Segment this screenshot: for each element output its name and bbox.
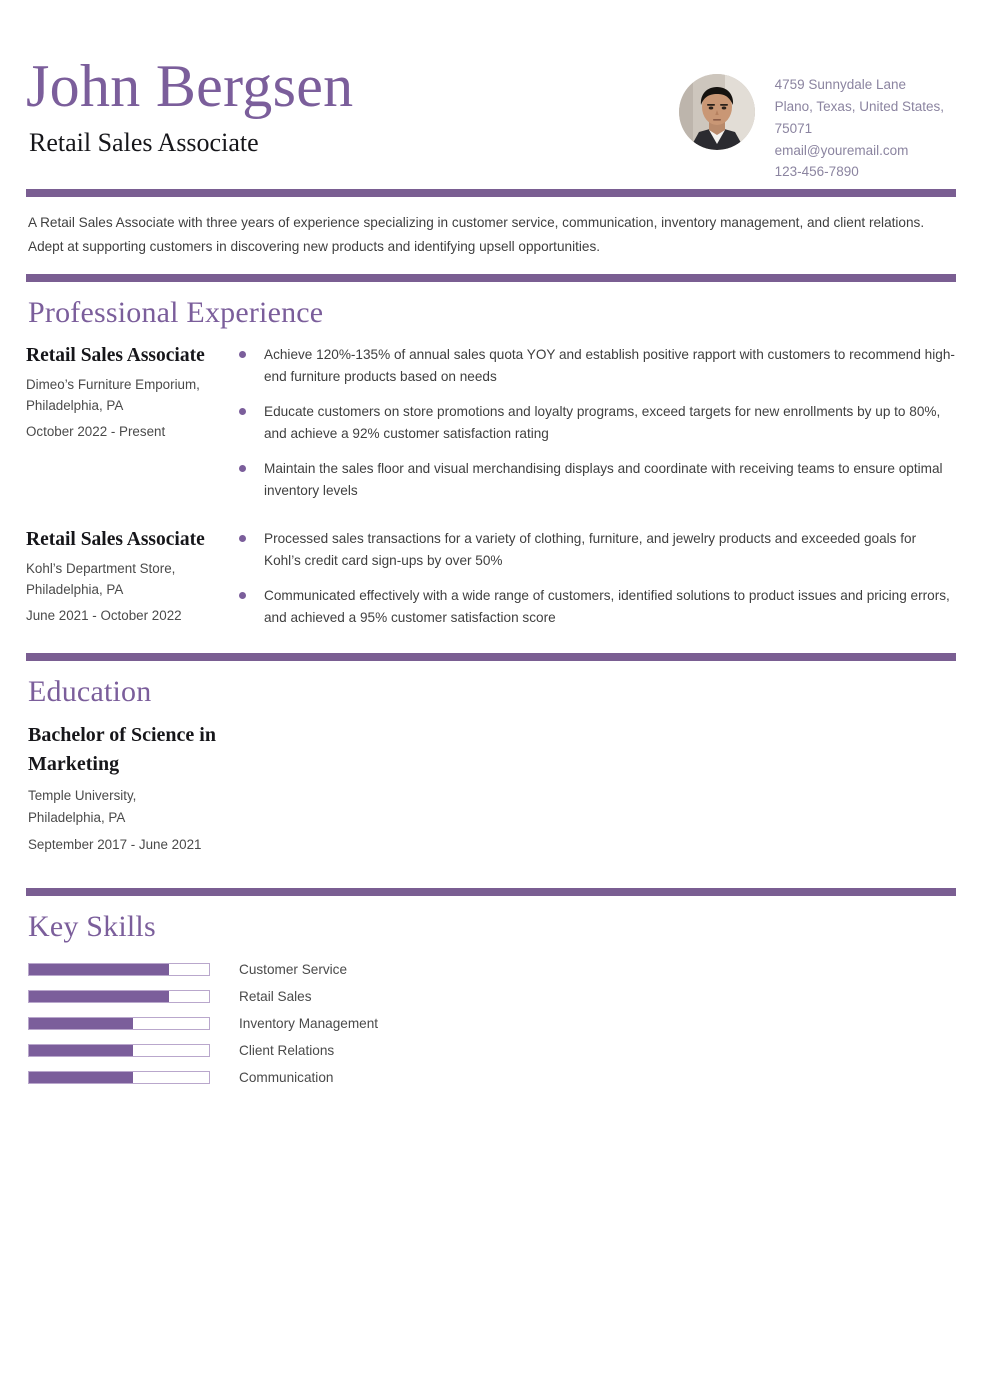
skill-row	[26, 1010, 956, 1037]
experience-entry	[26, 342, 956, 502]
full-name: John Bergsen	[26, 53, 354, 119]
skill-level-bar	[28, 1071, 210, 1084]
experience-location: Philadelphia, PA	[26, 398, 124, 414]
skill-label: Inventory Management	[239, 1015, 379, 1031]
divider-top	[26, 189, 956, 197]
experience-entry	[26, 526, 956, 629]
skill-level-bar	[28, 990, 210, 1003]
skill-level-bar	[28, 1017, 210, 1030]
education-dates: September 2017 - June 2021	[28, 837, 202, 853]
skills-list	[26, 956, 956, 1091]
skill-level-bar	[28, 963, 210, 976]
divider-education	[26, 888, 956, 896]
job-title: Retail Sales Associate	[29, 128, 259, 158]
experience-company: Dimeo’s Furniture Emporium,	[26, 376, 200, 392]
contact-email[interactable]: email@youremail.com	[774, 142, 909, 158]
education-school: Temple University,	[28, 788, 137, 804]
resume-header	[26, 0, 956, 189]
skill-label: Customer Service	[239, 961, 348, 977]
bullet-item	[232, 458, 956, 502]
header-identity	[26, 52, 353, 158]
avatar	[679, 74, 755, 150]
bullet-text: Maintain the sales floor and visual merchandising displays and coordinate with receiving teams to ensure optimal inventory levels	[264, 461, 943, 499]
skill-level-fill	[29, 1072, 133, 1083]
skill-row	[26, 956, 956, 983]
contact-phone[interactable]: 123-456-7890	[774, 164, 859, 180]
skill-level-bar	[28, 1044, 210, 1057]
experience-role: Retail Sales Associate	[26, 529, 205, 551]
skill-label: Client Relations	[239, 1042, 335, 1058]
section-heading-skills: Key Skills	[28, 909, 156, 943]
experience-bullet-list	[232, 344, 956, 502]
skill-row	[26, 1064, 956, 1091]
experience-entry-right	[232, 342, 956, 502]
section-heading-experience: Professional Experience	[28, 296, 324, 330]
skill-row	[26, 983, 956, 1010]
skill-row	[26, 1037, 956, 1064]
bullet-item	[232, 401, 956, 445]
experience-dates: October 2022 - Present	[26, 423, 166, 439]
bullet-dot-icon	[239, 465, 246, 472]
bullet-dot-icon	[239, 408, 246, 415]
bullet-item	[232, 344, 956, 388]
experience-dates: June 2021 - October 2022	[26, 607, 182, 623]
contact-address-line2: Plano, Texas, United States,	[774, 98, 944, 114]
experience-entry-left	[26, 526, 232, 626]
skill-label: Retail Sales	[239, 988, 312, 1004]
header-contact-area	[679, 52, 956, 183]
bullet-dot-icon	[239, 592, 246, 599]
contact-address-line3: 75071	[774, 120, 813, 136]
experience-role: Retail Sales Associate	[26, 345, 205, 367]
contact-block	[775, 74, 944, 183]
experience-entry-right	[232, 526, 956, 629]
contact-address-line1: 4759 Sunnydale Lane	[774, 77, 907, 92]
skill-label: Communication	[239, 1069, 334, 1085]
bullet-dot-icon	[239, 535, 246, 542]
experience-bullet-list	[232, 528, 956, 629]
skill-level-fill	[29, 964, 169, 975]
professional-summary: A Retail Sales Associate with three years of experience specializing in customer service, communication, inventory management, and client relations. Adept at supporting customers in discovering new products and identifying upsell opportunities.	[28, 215, 925, 254]
divider-experience	[26, 653, 956, 661]
bullet-text: Processed sales transactions for a variety of clothing, furniture, and jewelry products and exceeded goals for Kohl’s credit card sign-ups by over 50%	[264, 531, 917, 569]
skill-level-fill	[29, 1018, 133, 1029]
bullet-text: Educate customers on store promotions and loyalty programs, exceed targets for new enrollments by up to 80%, and achieve a 92% customer satisfaction rating	[264, 404, 941, 442]
skill-level-fill	[29, 1045, 133, 1056]
bullet-item	[232, 585, 956, 629]
skill-level-fill	[29, 991, 169, 1002]
bullet-dot-icon	[239, 351, 246, 358]
education-degree: Bachelor of Science in Marketing	[28, 724, 216, 776]
experience-location: Philadelphia, PA	[26, 582, 124, 598]
bullet-text: Achieve 120%-135% of annual sales quota YOY and establish positive rapport with customers to recommend high-end furniture products based on needs	[264, 347, 955, 385]
bullet-text: Communicated effectively with a wide range of customers, identified solutions to product issues and pricing errors, and achieved a 95% customer satisfaction score	[264, 588, 950, 626]
experience-company: Kohl’s Department Store,	[26, 560, 176, 576]
section-heading-education: Education	[28, 675, 152, 709]
education-location: Philadelphia, PA	[28, 809, 126, 825]
experience-entry-left	[26, 342, 232, 442]
education-entry	[26, 721, 956, 855]
bullet-item	[232, 528, 956, 572]
divider-summary	[26, 274, 956, 282]
